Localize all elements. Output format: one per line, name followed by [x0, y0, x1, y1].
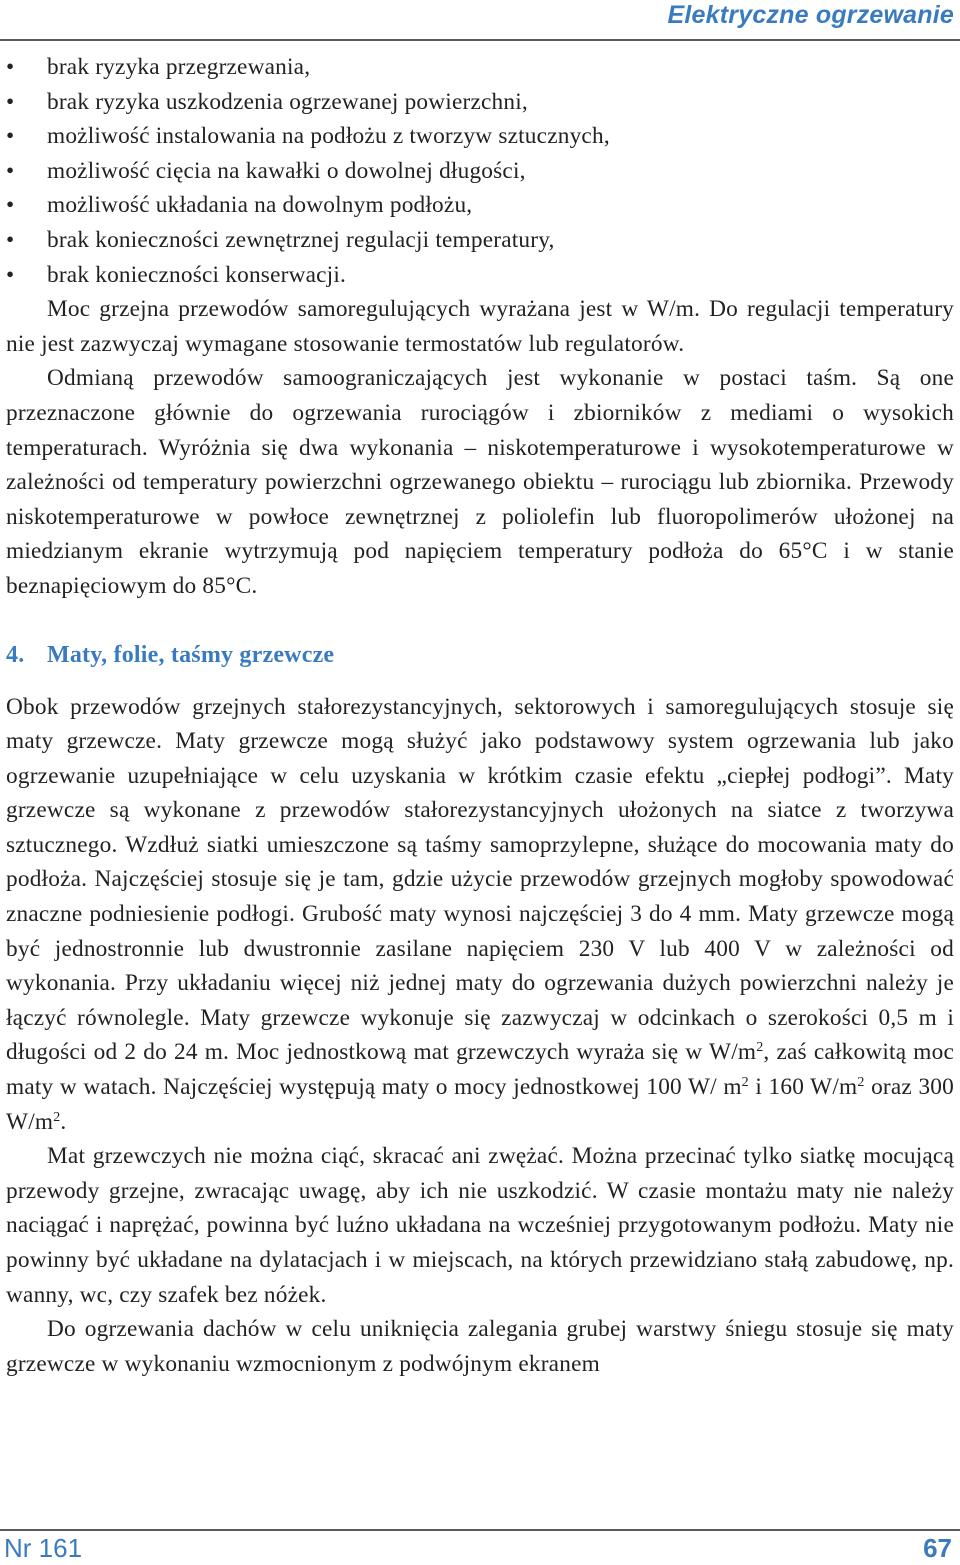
bullet-icon: • [6, 226, 15, 253]
list-item: • brak ryzyka przegrzewania, [6, 50, 954, 85]
paragraph: Do ogrzewania dachów w celu uniknięcia zalegania grubej warstwy śniegu stosuje się maty grzewcze w wykonaniu wzmocnionym z podwójnym ekranem [6, 1316, 954, 1377]
section-number: 4. [6, 641, 25, 668]
list-item: • możliwość układania na dowolnym podłożu, [6, 188, 954, 223]
list-item: • brak konieczności konserwacji. [6, 258, 954, 293]
bullet-icon: • [6, 157, 15, 184]
running-header-title: Elektryczne ogrzewanie [667, 1, 954, 29]
paragraph: Moc grzejna przewodów samoregulujących wyrażana jest w W/m. Do regulacji temperatury nie jest zazwyczaj wymagane stosowanie termostatów lub regulatorów. [6, 296, 954, 357]
bullet-icon: • [6, 123, 15, 150]
page-number: 67 [923, 1533, 952, 1563]
section-title: Maty, folie, taśmy grzewcze [47, 641, 335, 668]
bullet-icon: • [6, 261, 15, 288]
bullet-icon: • [6, 88, 15, 115]
list-item: • brak konieczności zewnętrznej regulacji temperatury, [6, 223, 954, 258]
footer-divider [0, 1529, 960, 1531]
issue-number: Nr 161 [4, 1533, 83, 1563]
advantages-list [6, 50, 954, 292]
paragraph: Odmianą przewodów samoograniczających jest wykonanie w postaci taśm. Są one przeznaczone głównie do ogrzewania rurociągów i zbiorników z mediami o wysokich temperaturach. Wyróżnia się dwa wykonania – niskotemperaturowe i wysokotemperaturowe w zależności od temperatury powierzchni ogrzewanego obiektu – rurociągu lub zbiornika. Przewody niskotemperaturowe w powłoce zewnętrznej z poliolefin lub fluoropolimerów ułożonej na miedzianym ekranie wytrzymują pod napięciem temperatury podłoża do 65°C i w stanie beznapięciowym do 85°C. [6, 365, 954, 599]
list-item: • możliwość instalowania na podłożu z tworzyw sztucznych, [6, 119, 954, 154]
list-item: • możliwość cięcia na kawałki o dowolnej długości, [6, 154, 954, 189]
paragraph: Mat grzewczych nie można ciąć, skracać ani zwężać. Można przecinać tylko siatkę mocującą przewody grzejne, zwracając uwagę, aby ich nie uszkodzić. W czasie montażu maty nie należy naciągać i naprężać, powinna być luźno układana na wcześniej przygotowanym podłożu. Maty nie powinny być układane na dylatacjach i w miejscach, na których przewidziano stałą zabudowę, np. wanny, wc, czy szafek bez nóżek. [6, 1143, 954, 1308]
main-content [6, 50, 954, 1381]
bullet-icon: • [6, 192, 15, 219]
section-heading [6, 638, 954, 672]
paragraph: Obok przewodów grzejnych stałorezystancyjnych, sektorowych i samoregulujących stosuje się maty grzewcze. Maty grzewcze mogą służyć jako podstawowy system ogrzewania lub jako ogrzewanie uzupełniające w celu uzyskania w krótkim czasie efektu „ciepłej podłogi”. Maty grzewcze są wykonane z przewodów stałorezystancyjnych ułożonych na siatce z tworzywa sztucznego. Wzdłuż siatki umieszczone są taśmy samoprzylepne, służące do mocowania maty do podłoża. Najczęściej stosuje się je tam, gdzie użycie przewodów grzejnych mogłoby spowodować znaczne podniesienie podłogi. Grubość maty wynosi najczęściej 3 do 4 mm. Maty grzewcze mogą być jednostronnie lub dwustronnie zasilane napięciem 230 V lub 400 V w zależności od wykonania. Przy układaniu więcej niż jednej maty do ogrzewania dużych powierzchni należy je łączyć równolegle. Maty grzewcze wykonuje się zazwyczaj w odcinkach o szerokości 0,5 m i długości od 2 do 24 m. Moc jednostkową mat grzewczych wyraża się w $W/m^2$, zaś całkowitą moc maty w watach. Najczęściej występują maty o mocy jednostkowej 100 W/ $m^2$ i 160 $W/m^2$ oraz 300 $W/m^2$. [6, 693, 954, 1135]
list-item: • brak ryzyka uszkodzenia ogrzewanej powierzchni, [6, 85, 954, 120]
header-divider [0, 39, 960, 41]
bullet-icon: • [6, 54, 15, 80]
